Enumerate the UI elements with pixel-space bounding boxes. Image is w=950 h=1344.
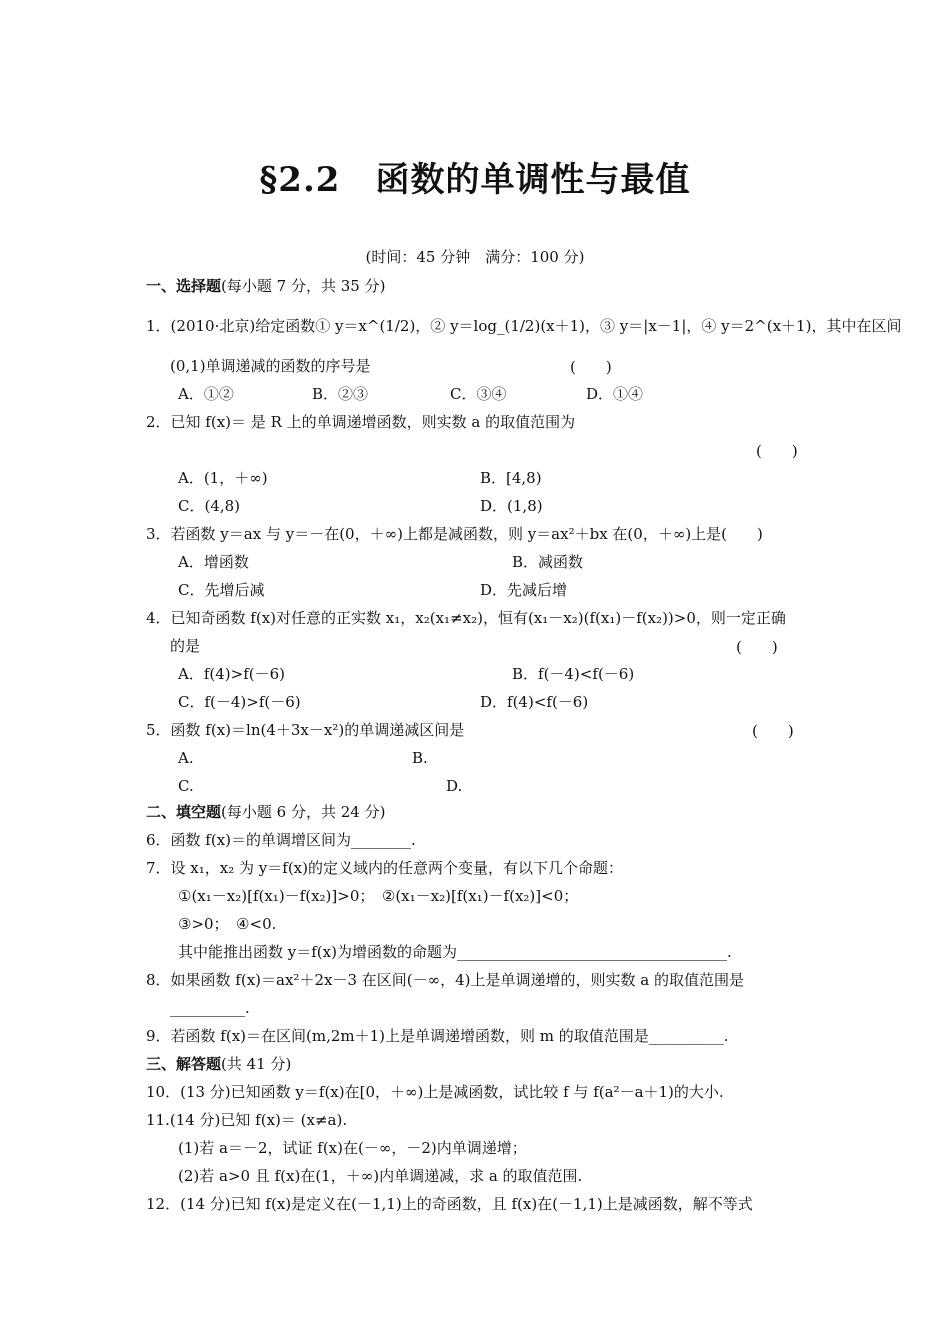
option-c: C．(4,8) [178, 497, 241, 515]
question-7-propositions-cont: ③>0； ④<0. [178, 915, 277, 933]
question-11-part-2: (2)若 a>0 且 f(x)在(1，＋∞)内单调递减，求 a 的取值范围. [178, 1167, 583, 1185]
option-b: B．f(－4)<f(－6) [512, 665, 635, 683]
option-c: C. [178, 777, 194, 795]
option-c: C．先增后减 [178, 581, 265, 599]
question-2-stem: 2．已知 f(x)＝ 是 R 上的单调递增函数，则实数 a 的取值范围为 [146, 413, 576, 431]
question-11-stem: 11.(14 分)已知 f(x)＝ (x≠a). [146, 1111, 348, 1129]
option-d: D．先减后增 [480, 581, 568, 599]
question-5-stem: 5．函数 f(x)＝ln(4＋3x－x²)的单调递减区间是 [146, 721, 465, 739]
question-12-stem: 12．(14 分)已知 f(x)是定义在(－1,1)上的奇函数，且 f(x)在(－1,1)上是减函数，解不等式 [146, 1195, 753, 1213]
option-b: B．②③ [312, 385, 369, 403]
exam-info: (时间：45 分钟 满分：100 分) [365, 248, 585, 266]
option-b: B. [412, 749, 428, 767]
option-a: A. [178, 749, 194, 767]
option-d: D．①④ [586, 385, 644, 403]
answer-bracket: ( ) [736, 638, 778, 656]
question-4-stem: 4．已知奇函数 f(x)对任意的正实数 x₁，x₂(x₁≠x₂)，恒有(x₁－x₂)(f(x₁)－f(x₂))>0，则一定正确 [146, 609, 786, 627]
option-d: D. [446, 777, 463, 795]
question-4-stem-cont: 的是 [170, 637, 201, 655]
option-c: C．③④ [450, 385, 507, 403]
question-7-ask: 其中能推出函数 y＝f(x)为增函数的命题为____________________________________. [178, 943, 732, 961]
section-fill-heading [146, 802, 385, 822]
page-title: §2.2 函数的单调性与最值 [259, 160, 691, 200]
option-d: D．f(4)<f(－6) [480, 693, 589, 711]
section-note: (每小题 7 分，共 35 分) [221, 277, 386, 295]
question-9-stem: 9．若函数 f(x)＝在区间(m,2m＋1)上是单调递增函数，则 m 的取值范围是__________. [146, 1027, 729, 1045]
question-7-stem: 7．设 x₁，x₂ 为 y＝f(x)的定义域内的任意两个变量，有以下几个命题： [146, 859, 623, 877]
section-label: 三、解答题 [146, 1055, 222, 1073]
option-a: A．增函数 [178, 553, 249, 571]
section-solve-heading [146, 1054, 291, 1074]
option-b: B．[4,8) [480, 469, 542, 487]
question-6-stem: 6．函数 f(x)＝的单调增区间为________. [146, 831, 416, 849]
option-a: A．f(4)>f(－6) [178, 665, 285, 683]
option-c: C．f(－4)>f(－6) [178, 693, 301, 711]
section-label: 一、选择题 [146, 277, 222, 295]
option-a: A．①② [178, 385, 234, 403]
option-b: B．减函数 [512, 553, 584, 571]
section-choice-heading [146, 276, 385, 296]
question-1-stem: 1．(2010·北京)给定函数① y＝x^(1/2)，② y＝log_(1/2)(x＋1)，③ y＝|x－1|，④ y＝2^(x＋1)，其中在区间 [146, 317, 902, 335]
question-8-blank: __________. [170, 999, 250, 1017]
answer-bracket: ( ) [570, 358, 612, 376]
answer-bracket: ( ) [756, 442, 798, 460]
question-7-propositions: ①(x₁－x₂)[f(x₁)－f(x₂)]>0； ②(x₁－x₂)[f(x₁)－f(x₂)]<0； [178, 887, 579, 905]
section-note: (每小题 6 分，共 24 分) [221, 803, 386, 821]
option-d: D．(1,8) [480, 497, 543, 515]
option-a: A．(1，＋∞) [178, 469, 268, 487]
section-label: 二、填空题 [146, 803, 222, 821]
answer-bracket: ( ) [752, 722, 794, 740]
question-11-part-1: (1)若 a＝－2，试证 f(x)在(－∞，－2)内单调递增； [178, 1139, 527, 1157]
question-10-stem: 10．(13 分)已知函数 y＝f(x)在[0，＋∞)上是减函数，试比较 f 与 f(a²－a＋1)的大小. [146, 1083, 724, 1101]
question-1-stem-cont: (0,1)单调递减的函数的序号是 [170, 357, 371, 375]
section-note: (共 41 分) [221, 1055, 292, 1073]
question-8-stem: 8．如果函数 f(x)＝ax²＋2x－3 在区间(－∞，4)上是单调递增的，则实数 a 的取值范围是 [146, 971, 744, 989]
question-3-stem: 3．若函数 y＝ax 与 y＝－在(0，＋∞)上都是减函数，则 y＝ax²＋bx 在(0，＋∞)上是( ) [146, 525, 763, 543]
